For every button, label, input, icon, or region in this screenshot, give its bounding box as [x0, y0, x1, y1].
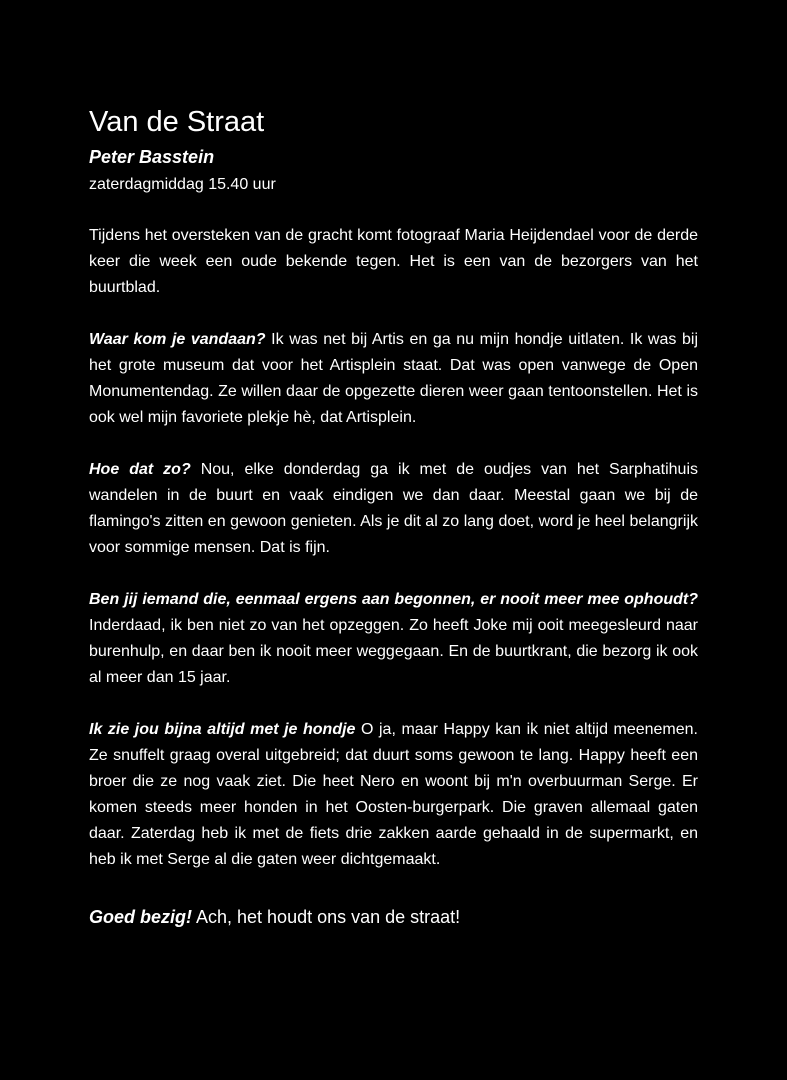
qa-paragraph [89, 587, 698, 691]
answer: O ja, maar Happy kan ik niet altijd meenemen. Ze snuffelt graag overal uitgebreid; dat duurt soms gewoon te lang. Happy heeft een broer die ze nog vaak ziet. Die heet Nero en woont bij m'n overbuurman Serge. Er komen steeds meer honden in het Oosten-burgerpark. Die graven allemaal gaten daar. Zaterdag heb ik met de fiets drie zakken aarde gehaald in de supermarkt, en heb ik met Serge al die gaten weer dichtgemaakt. [89, 721, 699, 868]
article [89, 104, 698, 931]
question: Waar kom je vandaan? [89, 331, 266, 348]
answer: Ik was net bij Artis en ga nu mijn hondje uitlaten. Ik was bij het grote museum dat voor het Artisplein staat. Dat was open vanwege de Open Monumentendag. Ze willen daar de opgezette dieren weer gaan tentoonstellen. Het is ook wel mijn favoriete plekje hè, dat Artisplein. [89, 331, 698, 426]
answer: Nou, elke donderdag ga ik met de oudjes van het Sarphatihuis wandelen in de buurt en vaak eindigen we dan daar. Meestal gaan we bij de flamingo's zitten en gewoon genieten. Als je dit al zo lang doet, word je heel belangrijk voor sommige mensen. Dat is fijn. [89, 461, 698, 556]
closing-paragraph [89, 903, 698, 931]
qa-paragraph [89, 457, 698, 561]
answer: Inderdaad, ik ben niet zo van het opzeggen. Zo heeft Joke mij ooit meegesleurd naar burenhulp, en daar ben ik nooit meer weggegaan. En de buurtkrant, die bezorg ik ook al meer dan 15 jaar. [89, 617, 698, 686]
article-author: Peter Basstein [89, 147, 215, 167]
qa-paragraph [89, 717, 698, 873]
article-time: zaterdagmiddag 15.40 uur [89, 176, 276, 193]
article-title: Van de Straat [89, 106, 265, 138]
closing-answer: Ach, het houdt ons van de straat! [192, 907, 461, 927]
question: Ik zie jou bijna altijd met je hondje [89, 721, 356, 738]
closing-question: Goed bezig! [89, 907, 192, 927]
question: Hoe dat zo? [89, 461, 191, 478]
question: Ben jij iemand die, eenmaal ergens aan begonnen, er nooit meer mee ophoudt? [89, 591, 698, 608]
qa-paragraph [89, 327, 698, 431]
intro-paragraph: Tijdens het oversteken van de gracht komt fotograaf Maria Heijdendael voor de derde keer die week een oude bekende tegen. Het is een van de bezorgers van het buurtblad. [89, 227, 698, 296]
